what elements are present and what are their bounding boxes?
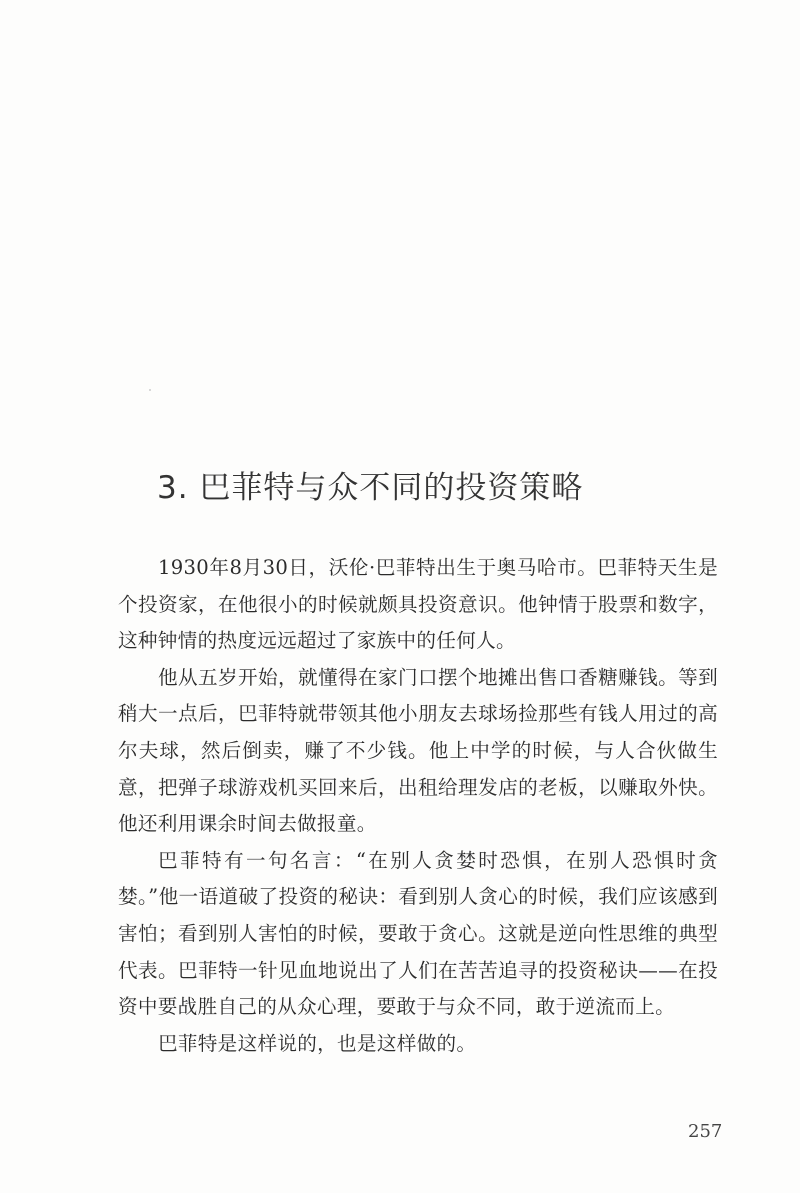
paragraph-3: 巴菲特有一句名言：“在别人贪婪时恐惧，在别人恐惧时贪婪。”他一语道破了投资的秘诀：看到别人贪心的时候，我们应该感到害怕；看到别人害怕的时候，要敢于贪心。这就是逆向性思维的典型代表。巴菲特一针见血地说出了人们在苦苦追寻的投资秘诀——在投资中要战胜自己的从众心理，要敢于与众不同，敢于逆流而上。 <box>118 848 718 1019</box>
page-number: 257 <box>688 1121 723 1142</box>
body-text <box>118 550 718 1062</box>
paragraph-4: 巴菲特是这样说的，也是这样做的。 <box>158 1031 477 1055</box>
paragraph-2: 他从五岁开始，就懂得在家门口摆个地摊出售口香糖赚钱。等到稍大一点后，巴菲特就带领其他小朋友去球场捡那些有钱人用过的高尔夫球，然后倒卖，赚了不少钱。他上中学的时候，与人合伙做生意，把弹子球游戏机买回来后，出租给理发店的老板，以赚取外快。他还利用课余时间去做报童。 <box>118 665 718 836</box>
scan-speck <box>149 389 151 391</box>
paragraph-1: 1930年8月30日，沃伦·巴菲特出生于奥马哈市。巴菲特天生是个投资家，在他很小的时候就颇具投资意识。他钟情于股票和数字，这种钟情的热度远远超过了家族中的任何人。 <box>118 556 718 653</box>
section-title: 3. 巴菲特与众不同的投资策略 <box>157 469 584 506</box>
